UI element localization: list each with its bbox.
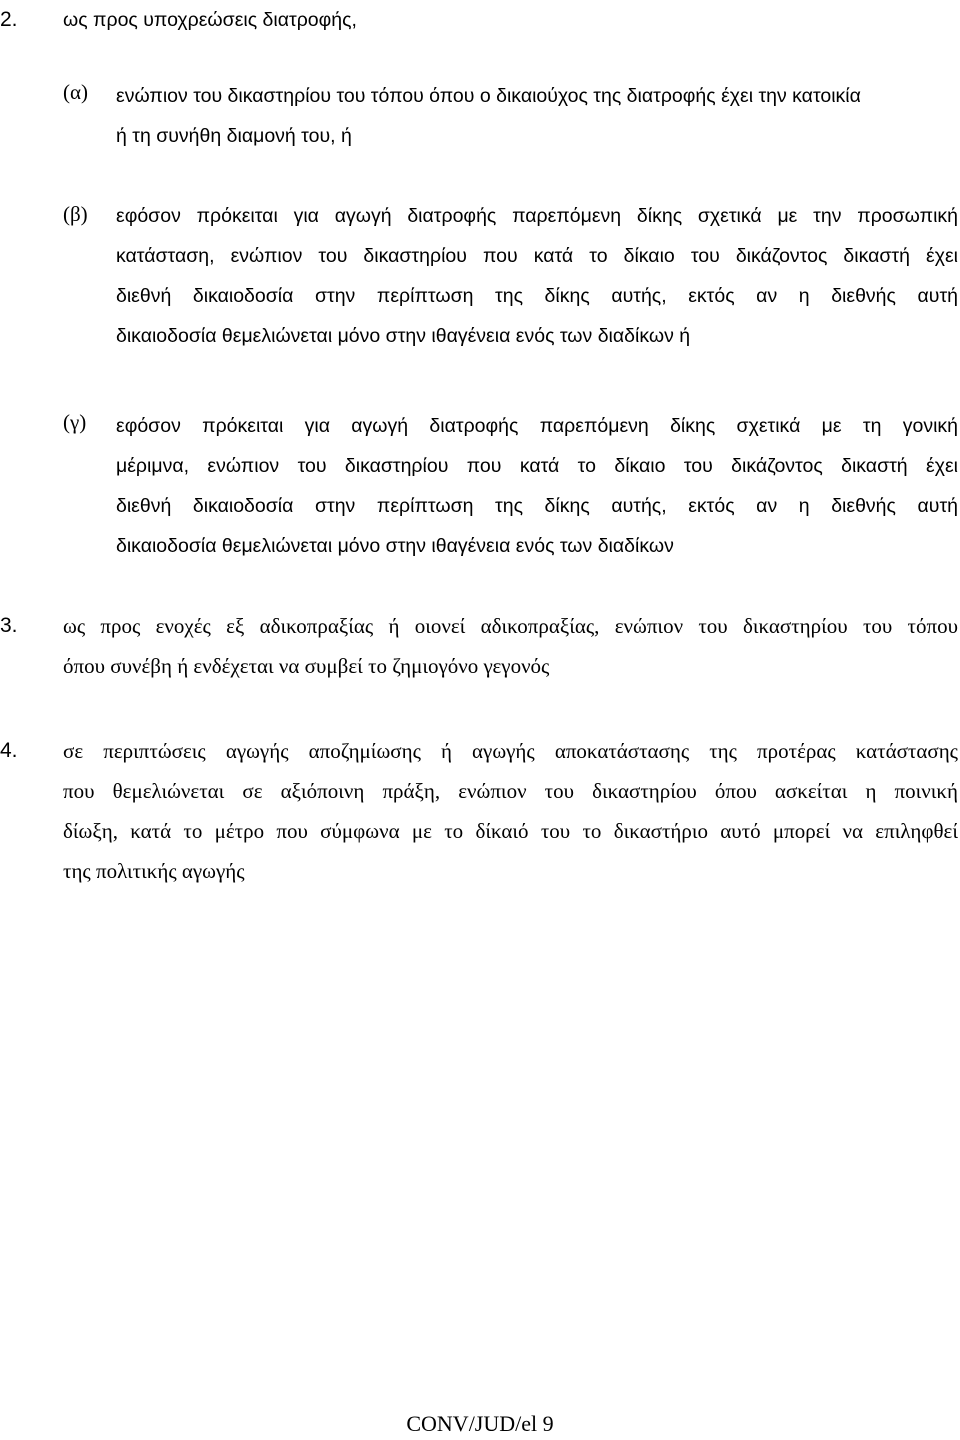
sub-item-text [116,406,958,566]
item-number: 2. [0,8,18,31]
text-line: μέριμνα, ενώπιον του δικαστηρίου που κατά το δίκαιο του δικάζοντος δικαστή έχει [116,455,958,477]
sub-item-text [116,196,958,356]
text-line: ως προς υποχρεώσεις διατροφής, [63,9,357,31]
sub-item-label: (β) [63,202,88,226]
item-number: 4. [0,739,18,762]
sub-item-label: (γ) [63,410,87,434]
text-line: της πολιτικής αγωγής [63,859,245,883]
text-line: δικαιοδοσία θεμελιώνεται μόνο στην ιθαγένεια ενός των διαδίκων [116,535,674,557]
text-line: ως προς ενοχές εξ αδικοπραξίας ή οιονεί αδικοπραξίας, ενώπιον του δικαστηρίου του τόπου [63,614,958,638]
sub-item-label: (α) [63,80,88,104]
text-line: διεθνή δικαιοδοσία στην περίπτωση της δίκης αυτής, εκτός αν η διεθνής αυτή [116,495,958,517]
item-number: 3. [0,614,18,637]
item-text [63,0,943,40]
text-line: δίωξη, κατά το μέτρο που σύμφωνα με το δίκαιό του το δικαστήριο αυτό μπορεί να επιληφθεί [63,819,958,843]
text-line: που θεμελιώνεται σε αξιόποινη πράξη, ενώπιον του δικαστηρίου όπου ασκείται η ποινική [63,779,958,803]
text-line: όπου συνέβη ή ενδέχεται να συμβεί το ζημιογόνο γεγονός [63,654,550,678]
sub-item-text [116,76,958,156]
text-line: ενώπιον του δικαστηρίου του τόπου όπου ο δικαιούχος της διατροφής έχει την κατοικία [116,85,861,107]
text-line: δικαιοδοσία θεμελιώνεται μόνο στην ιθαγένεια ενός των διαδίκων ή [116,325,691,347]
text-line: ή τη συνήθη διαμονή του, ή [116,125,352,147]
item-text [63,606,958,686]
page-footer-code: CONV/JUD/el 9 [406,1411,554,1436]
text-line: διεθνή δικαιοδοσία στην περίπτωση της δίκης αυτής, εκτός αν η διεθνής αυτή [116,285,958,307]
text-line: κατάσταση, ενώπιον του δικαστηρίου που κατά το δίκαιο του δικάζοντος δικαστή έχει [116,245,958,267]
text-line: σε περιπτώσεις αγωγής αποζημίωσης ή αγωγής αποκατάστασης της προτέρας κατάστασης [63,739,958,763]
text-line: εφόσον πρόκειται για αγωγή διατροφής παρεπόμενη δίκης σχετικά με την προσωπική [116,205,958,227]
item-text [63,731,958,891]
text-line: εφόσον πρόκειται για αγωγή διατροφής παρεπόμενη δίκης σχετικά με τη γονική [116,415,958,437]
